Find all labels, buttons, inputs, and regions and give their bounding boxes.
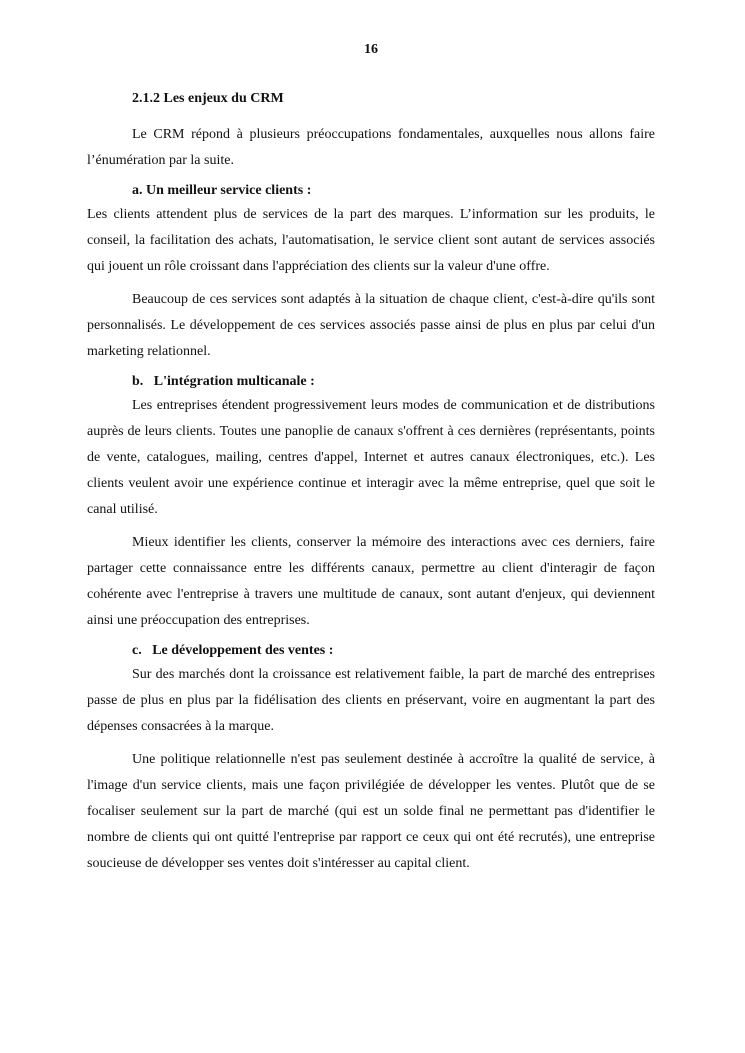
subsection-a-paragraph-2: Beaucoup de ces services sont adaptés à la situation de chaque client, c'est-à-dire qu'ils sont personnalisés. Le développement de ces services associés passe ainsi de plus en plus par celui d'un marketing relationnel. bbox=[87, 292, 655, 359]
subsection-a-paragraph-1: Les clients attendent plus de services de la part des marques. L’information sur les produits, le conseil, la facilitation des achats, l'automatisation, le service client sont autant de services associés qui jouent un rôle croissant dans l'appréciation des clients sur la valeur d'une offre. bbox=[87, 207, 655, 274]
subsection-c-paragraph-2: Une politique relationnelle n'est pas seulement destinée à accroître la qualité de service, à l'image d'un service clients, mais une façon privilégiée de développer les ventes. Plutôt que de se focaliser seulement sur la part de marché (qui est un solde final ne permettant pas d'identifier le nombre de clients qui ont quitté l'entreprise par rapport ce ceux qui ont été recrutés), une entreprise soucieuse de développer ses ventes doit s'intéresser au capital client. bbox=[87, 752, 655, 871]
page-number: 16 bbox=[364, 42, 378, 57]
subsection-a-title: a. Un meilleur service clients : bbox=[132, 183, 312, 198]
document-page bbox=[87, 40, 655, 877]
subsection-b-paragraph-1: Les entreprises étendent progressivement leurs modes de communication et de distributions auprès de leurs clients. Toutes une panoplie de canaux s'offrent à ces dernières (représentants, points de vente, catalogues, mailing, centres d'appel, Internet et autres canaux électroniques, etc.). Les clients veulent avoir une expérience continue et interagir avec la même entreprise, quel que soit le canal utilisé. bbox=[87, 398, 655, 517]
section-title: 2.1.2 Les enjeux du CRM bbox=[132, 91, 284, 106]
intro-paragraph: Le CRM répond à plusieurs préoccupations fondamentales, auxquelles nous allons faire l’énumération par la suite. bbox=[87, 127, 655, 168]
subsection-c-paragraph-1: Sur des marchés dont la croissance est relativement faible, la part de marché des entreprises passe de plus en plus par la fidélisation des clients en préservant, voire en augmentant la part des dépenses consacrées à la marque. bbox=[87, 667, 655, 734]
subsection-b-paragraph-2: Mieux identifier les clients, conserver la mémoire des interactions avec ces derniers, faire partager cette connaissance entre les différents canaux, permettre au client d'interagir de façon cohérente avec l'entreprise à travers une multitude de canaux, sont autant d'enjeux, qui deviennent ainsi une préoccupation des entreprises. bbox=[87, 535, 655, 628]
subsection-b-title: b. L'intégration multicanale : bbox=[132, 374, 315, 389]
subsection-c-title: c. Le développement des ventes : bbox=[132, 643, 334, 658]
